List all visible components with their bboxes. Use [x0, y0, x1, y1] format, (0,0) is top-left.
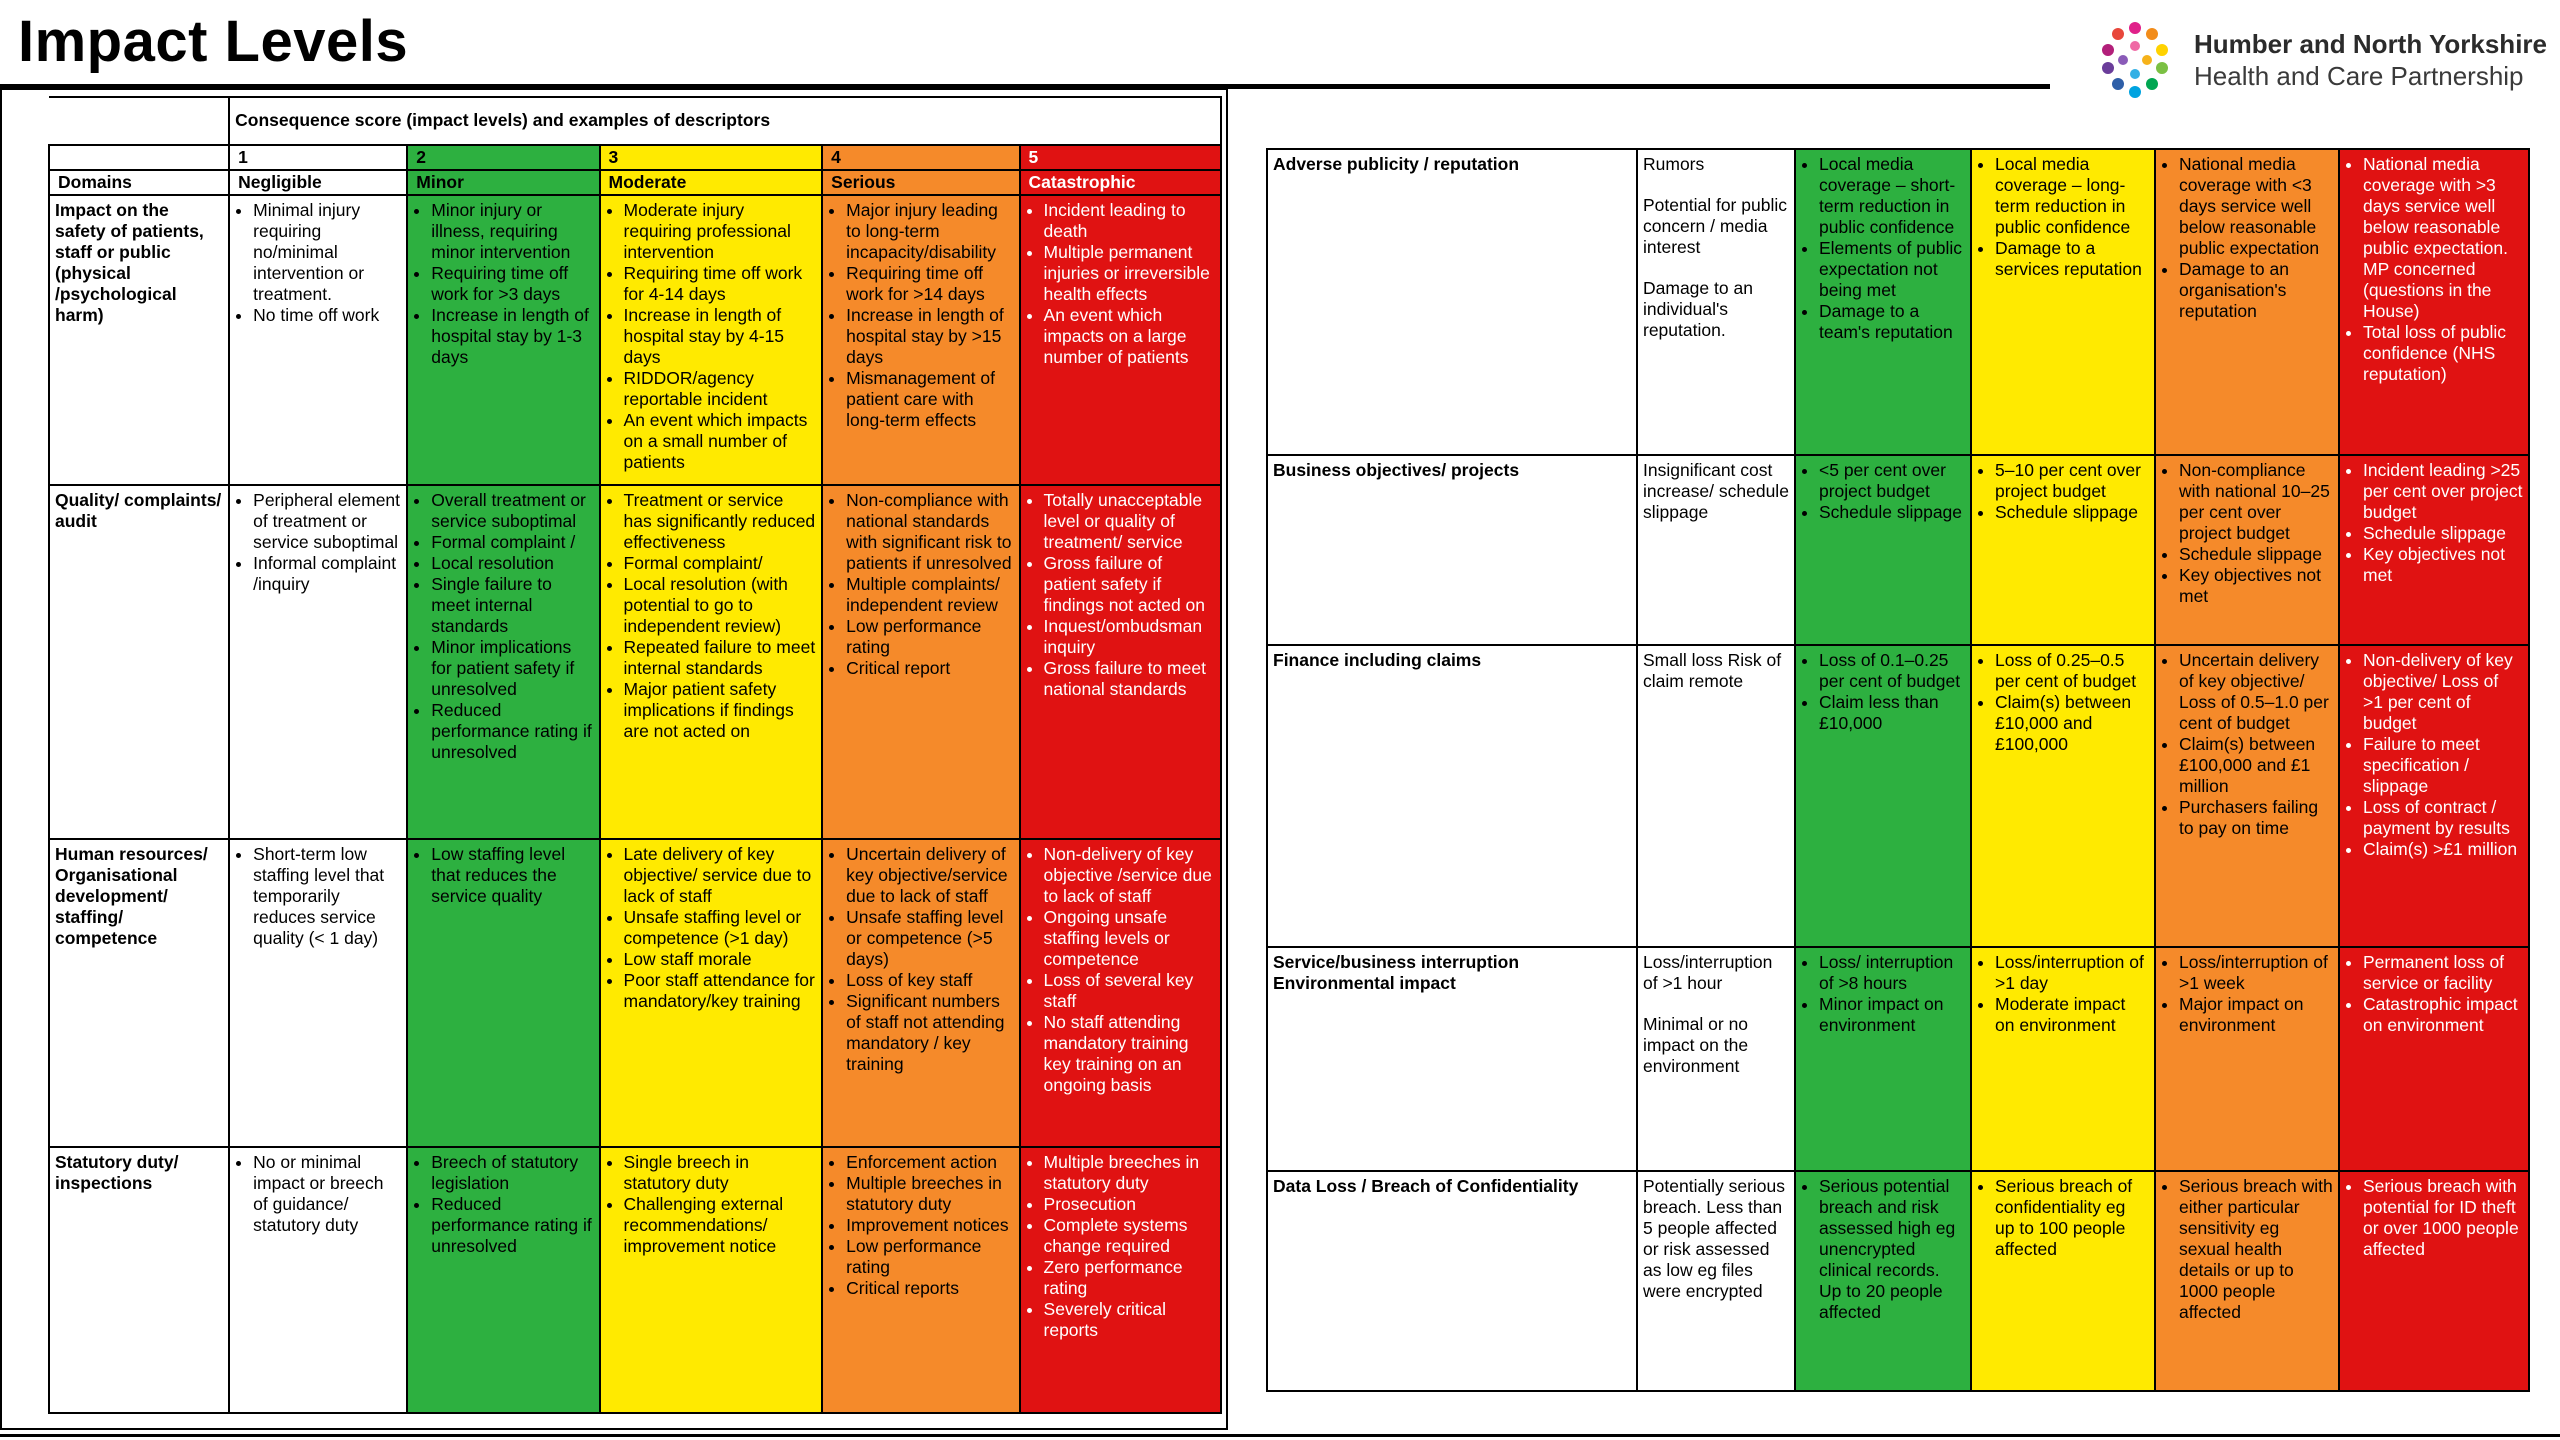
descriptor-cell	[1795, 149, 1971, 455]
descriptor-cell	[2155, 455, 2339, 645]
descriptor-item: • Non-compliance with national standards with significant risk to patients if unresolved	[846, 490, 1013, 574]
table-row	[49, 195, 1221, 485]
descriptor-item: • No time off work	[253, 305, 401, 326]
table-row	[1267, 947, 2529, 1171]
descriptor-item: • Critical report	[846, 658, 1013, 679]
descriptor-item: • Increase in length of hospital stay by 1-3 days	[431, 305, 593, 368]
domain-label: Data Loss / Breach of Confidentiality	[1267, 1171, 1637, 1391]
descriptor-cell	[2339, 1171, 2529, 1391]
descriptor-item: • Multiple complaints/ independent review	[846, 574, 1013, 616]
descriptor-cell	[1971, 645, 2155, 947]
descriptor-cell	[407, 1147, 599, 1413]
descriptor-cell	[2155, 1171, 2339, 1391]
descriptor-item: • Local resolution (with potential to go to independent review)	[624, 574, 817, 637]
descriptor-item: • Loss of 0.25–0.5 per cent of budget	[1995, 650, 2149, 692]
descriptor-cell	[407, 195, 599, 485]
descriptor-item: • Loss/interruption of >1 day	[1995, 952, 2149, 994]
descriptor-item: • Gross failure of patient safety if findings not acted on	[1044, 553, 1215, 616]
descriptor-cell	[822, 1147, 1019, 1413]
descriptor-cell	[2155, 645, 2339, 947]
descriptor-item: • Schedule slippage	[1819, 502, 1965, 523]
descriptor-item: • An event which impacts on a large number of patients	[1044, 305, 1215, 368]
descriptor-item: • Schedule slippage	[2179, 544, 2333, 565]
descriptor-item: • Non-delivery of key objective/ Loss of >1 per cent of budget	[2363, 650, 2523, 734]
level-number-1: 1	[229, 145, 407, 170]
descriptor-cell	[600, 195, 823, 485]
descriptor-item: • Critical reports	[846, 1278, 1013, 1299]
descriptor-item: • Claim(s) >£1 million	[2363, 839, 2523, 860]
descriptor-item: • Single breech in statutory duty	[624, 1152, 817, 1194]
descriptor-item: • Single failure to meet internal standards	[431, 574, 593, 637]
descriptor-item: • Loss of several key staff	[1044, 970, 1215, 1012]
descriptor-item: • Loss/ interruption of >8 hours	[1819, 952, 1965, 994]
descriptor-item: • Breech of statutory legislation	[431, 1152, 593, 1194]
descriptor-item: • Formal complaint /	[431, 532, 593, 553]
descriptor-cell	[2155, 149, 2339, 455]
descriptor-item: • An event which impacts on a small number of patients	[624, 410, 817, 473]
domain-label: Business objectives/ projects	[1267, 455, 1637, 645]
descriptor-cell	[1020, 485, 1221, 839]
descriptor-item: • Totally unacceptable level or quality of treatment/ service	[1044, 490, 1215, 553]
descriptor-item: • Damage to a team's reputation	[1819, 301, 1965, 343]
descriptor-item: • Minor injury or illness, requiring minor intervention	[431, 200, 593, 263]
level-number-2: 2	[407, 145, 599, 170]
descriptor-item: • Reduced performance rating if unresolved	[431, 700, 593, 763]
descriptor-item: • Low staff morale	[624, 949, 817, 970]
descriptor-item: • Low staffing level that reduces the service quality	[431, 844, 593, 907]
descriptor-item: Potentially serious breach. Less than 5 people affected or risk assessed as low eg files were encrypted	[1643, 1176, 1786, 1301]
descriptor-item: • Inquest/ombudsman inquiry	[1044, 616, 1215, 658]
descriptor-cell	[822, 839, 1019, 1147]
level-name-1: Negligible	[229, 170, 407, 195]
domain-label: Statutory duty/ inspections	[49, 1147, 229, 1413]
table-row	[1267, 149, 2529, 455]
descriptor-cell	[1637, 1171, 1795, 1391]
descriptor-item: • Requiring time off work for 4-14 days	[624, 263, 817, 305]
partnership-logo-icon	[2092, 18, 2178, 104]
descriptor-cell	[1971, 947, 2155, 1171]
descriptor-item: • Reduced performance rating if unresolved	[431, 1194, 593, 1257]
descriptor-cell	[229, 195, 407, 485]
descriptor-item: • Prosecution	[1044, 1194, 1215, 1215]
descriptor-cell	[822, 195, 1019, 485]
descriptor-cell	[229, 485, 407, 839]
descriptor-cell	[1020, 1147, 1221, 1413]
descriptor-item: • Damage to an organisation's reputation	[2179, 259, 2333, 322]
descriptor-cell	[1637, 149, 1795, 455]
descriptor-item: • Schedule slippage	[1995, 502, 2149, 523]
bottom-divider	[0, 1434, 2560, 1437]
descriptor-cell	[229, 1147, 407, 1413]
descriptor-item: • Incident leading >25 per cent over project budget	[2363, 460, 2523, 523]
descriptor-item: • Requiring time off work for >3 days	[431, 263, 593, 305]
level-name-2: Minor	[407, 170, 599, 195]
descriptor-item: • Local resolution	[431, 553, 593, 574]
descriptor-item: • Major patient safety implications if findings are not acted on	[624, 679, 817, 742]
descriptor-item: • Formal complaint/	[624, 553, 817, 574]
table-row	[49, 839, 1221, 1147]
descriptor-item: • Key objectives not met	[2179, 565, 2333, 607]
descriptor-item: • National media coverage with >3 days service well below reasonable public expectation. MP concerned (questions in the House)	[2363, 154, 2523, 322]
descriptor-item: • Total loss of public confidence (NHS reputation)	[2363, 322, 2523, 385]
descriptor-item: • RIDDOR/agency reportable incident	[624, 368, 817, 410]
descriptor-cell	[2155, 947, 2339, 1171]
table-row	[1267, 455, 2529, 645]
descriptor-cell	[1971, 149, 2155, 455]
descriptor-item: • Catastrophic impact on environment	[2363, 994, 2523, 1036]
descriptor-item: • Uncertain delivery of key objective/service due to lack of staff	[846, 844, 1013, 907]
descriptor-item: • Short-term low staffing level that temporarily reduces service quality (< 1 day)	[253, 844, 401, 949]
descriptor-item: • Serious potential breach and risk assessed high eg unencrypted clinical records. Up to 20 people affected	[1819, 1176, 1965, 1323]
descriptor-item: • Low performance rating	[846, 616, 1013, 658]
table-caption: Consequence score (impact levels) and examples of descriptors	[229, 97, 1221, 145]
descriptor-item: • Uncertain delivery of key objective/ Loss of 0.5–1.0 per cent of budget	[2179, 650, 2333, 734]
descriptor-item: • Loss of 0.1–0.25 per cent of budget	[1819, 650, 1965, 692]
descriptor-cell	[2339, 149, 2529, 455]
descriptor-cell	[600, 485, 823, 839]
impact-levels-table-right	[1266, 148, 2530, 1392]
level-number-5: 5	[1020, 145, 1221, 170]
descriptor-item: • Challenging external recommendations/ improvement notice	[624, 1194, 817, 1257]
descriptor-cell	[407, 839, 599, 1147]
descriptor-item: • Unsafe staffing level or competence (>1 day)	[624, 907, 817, 949]
descriptor-item: • Non-delivery of key objective /service due to lack of staff	[1044, 844, 1215, 907]
descriptor-cell	[822, 485, 1019, 839]
descriptor-item: • Serious breach of confidentiality eg up to 100 people affected	[1995, 1176, 2149, 1260]
descriptor-item: • Serious breach with either particular sensitivity eg sexual health details or up to 1000 people affected	[2179, 1176, 2333, 1323]
descriptor-cell	[1795, 645, 1971, 947]
descriptor-item: • Claim less than £10,000	[1819, 692, 1965, 734]
page-title: Impact Levels	[18, 9, 409, 74]
descriptor-item: • Minor impact on environment	[1819, 994, 1965, 1036]
descriptor-item: • Gross failure to meet national standards	[1044, 658, 1215, 700]
domain-label: Service/business interruption Environmental impact	[1267, 947, 1637, 1171]
descriptor-item: • Low performance rating	[846, 1236, 1013, 1278]
partnership-logo	[2092, 14, 2552, 108]
descriptor-item: • Damage to a services reputation	[1995, 238, 2149, 280]
descriptor-item: • <5 per cent over project budget	[1819, 460, 1965, 502]
descriptor-cell	[1020, 839, 1221, 1147]
descriptor-cell	[407, 485, 599, 839]
domain-label: Quality/ complaints/ audit	[49, 485, 229, 839]
descriptor-item: • Incident leading to death	[1044, 200, 1215, 242]
descriptor-item: • Informal complaint /inquiry	[253, 553, 401, 595]
descriptor-cell	[1795, 947, 1971, 1171]
descriptor-item: • Increase in length of hospital stay by >15 days	[846, 305, 1013, 368]
descriptor-item: • Severely critical reports	[1044, 1299, 1215, 1341]
level-number-4: 4	[822, 145, 1019, 170]
descriptor-item: • Multiple breeches in statutory duty	[1044, 1152, 1215, 1194]
descriptor-item: • National media coverage with <3 days service well below reasonable public expectation	[2179, 154, 2333, 259]
descriptor-item: Minimal or no impact on the environment	[1643, 1014, 1749, 1076]
descriptor-item: • Unsafe staffing level or competence (>5 days)	[846, 907, 1013, 970]
descriptor-cell	[1637, 455, 1795, 645]
descriptor-cell	[2339, 645, 2529, 947]
descriptor-item: • Improvement notices	[846, 1215, 1013, 1236]
descriptor-item: • Key objectives not met	[2363, 544, 2523, 586]
descriptor-item: • Elements of public expectation not being met	[1819, 238, 1965, 301]
descriptor-item: • Major impact on environment	[2179, 994, 2333, 1036]
table-row	[1267, 645, 2529, 947]
descriptor-cell	[1971, 1171, 2155, 1391]
descriptor-item: • No staff attending mandatory training key training on an ongoing basis	[1044, 1012, 1215, 1096]
descriptor-item: • Loss/interruption of >1 week	[2179, 952, 2333, 994]
descriptor-item: • Minimal injury requiring no/minimal intervention or treatment.	[253, 200, 401, 305]
descriptor-item: • Requiring time off work for >14 days	[846, 263, 1013, 305]
descriptor-item: • Late delivery of key objective/ service due to lack of staff	[624, 844, 817, 907]
table-row	[49, 1147, 1221, 1413]
descriptor-item: • Local media coverage – long-term reduction in public confidence	[1995, 154, 2149, 238]
level-name-5: Catastrophic	[1020, 170, 1221, 195]
descriptor-item: • Treatment or service has significantly reduced effectiveness	[624, 490, 817, 553]
descriptor-item: Rumors	[1643, 154, 1705, 174]
descriptor-item: • Schedule slippage	[2363, 523, 2523, 544]
descriptor-cell	[2339, 455, 2529, 645]
descriptor-item: • Minor implications for patient safety if unresolved	[431, 637, 593, 700]
descriptor-item: • Moderate impact on environment	[1995, 994, 2149, 1036]
descriptor-item: Damage to an individual's reputation.	[1643, 278, 1753, 340]
descriptor-item: • Loss of contract / payment by results	[2363, 797, 2523, 839]
descriptor-item: • Ongoing unsafe staffing levels or competence	[1044, 907, 1215, 970]
domains-header: Domains	[49, 170, 229, 195]
descriptor-cell	[1971, 455, 2155, 645]
descriptor-item: • Failure to meet specification / slippage	[2363, 734, 2523, 797]
descriptor-cell	[1020, 195, 1221, 485]
descriptor-item: • Permanent loss of service or facility	[2363, 952, 2523, 994]
descriptor-cell	[1795, 455, 1971, 645]
descriptor-item: • Major injury leading to long-term incapacity/disability	[846, 200, 1013, 263]
table-row	[49, 485, 1221, 839]
descriptor-cell	[600, 839, 823, 1147]
descriptor-item: • Overall treatment or service suboptimal	[431, 490, 593, 532]
domain-label: Adverse publicity / reputation	[1267, 149, 1637, 455]
logo-line-2: Health and Care Partnership	[2194, 61, 2524, 91]
descriptor-item: • Complete systems change required	[1044, 1215, 1215, 1257]
domain-label: Human resources/ Organisational development/ staffing/ competence	[49, 839, 229, 1147]
logo-line-1: Humber and North Yorkshire	[2194, 29, 2547, 59]
domain-label: Finance including claims	[1267, 645, 1637, 947]
descriptor-item: • Purchasers failing to pay on time	[2179, 797, 2333, 839]
descriptor-item: • Enforcement action	[846, 1152, 1013, 1173]
impact-levels-table-left	[48, 96, 1222, 1414]
descriptor-item: • Peripheral element of treatment or service suboptimal	[253, 490, 401, 553]
descriptor-cell	[2339, 947, 2529, 1171]
level-name-3: Moderate	[600, 170, 823, 195]
descriptor-cell	[229, 839, 407, 1147]
descriptor-cell	[1637, 947, 1795, 1171]
descriptor-item: • Significant numbers of staff not attending mandatory / key training	[846, 991, 1013, 1075]
descriptor-cell	[1795, 1171, 1971, 1391]
level-name-4: Serious	[822, 170, 1019, 195]
descriptor-item: • No or minimal impact or breech of guidance/ statutory duty	[253, 1152, 401, 1236]
blank-corner-cell	[49, 97, 229, 145]
descriptor-item: Loss/interruption of >1 hour	[1643, 952, 1773, 993]
table-row	[1267, 1171, 2529, 1391]
descriptor-item: • Multiple permanent injuries or irreversible health effects	[1044, 242, 1215, 305]
descriptor-item: • Serious breach with potential for ID theft or over 1000 people affected	[2363, 1176, 2523, 1260]
descriptor-item: • Multiple breeches in statutory duty	[846, 1173, 1013, 1215]
descriptor-item: Potential for public concern / media interest	[1643, 195, 1787, 257]
descriptor-item: • Poor staff attendance for mandatory/key training	[624, 970, 817, 1012]
level-number-3: 3	[600, 145, 823, 170]
descriptor-item: • Repeated failure to meet internal standards	[624, 637, 817, 679]
descriptor-item: • Loss of key staff	[846, 970, 1013, 991]
descriptor-item: Insignificant cost increase/ schedule slippage	[1643, 460, 1789, 522]
descriptor-cell	[600, 1147, 823, 1413]
blank-cell	[49, 145, 229, 170]
domain-label: Impact on the safety of patients, staff or public (physical /psychological harm)	[49, 195, 229, 485]
descriptor-item: • Mismanagement of patient care with long-term effects	[846, 368, 1013, 431]
descriptor-item: • Zero performance rating	[1044, 1257, 1215, 1299]
descriptor-item: Small loss Risk of claim remote	[1643, 650, 1782, 691]
descriptor-item: • Moderate injury requiring professional intervention	[624, 200, 817, 263]
descriptor-item: • Increase in length of hospital stay by 4-15 days	[624, 305, 817, 368]
descriptor-item: • Claim(s) between £10,000 and £100,000	[1995, 692, 2149, 755]
descriptor-item: • 5–10 per cent over project budget	[1995, 460, 2149, 502]
descriptor-item: • Claim(s) between £100,000 and £1 million	[2179, 734, 2333, 797]
descriptor-cell	[1637, 645, 1795, 947]
descriptor-item: • Local media coverage – short-term reduction in public confidence	[1819, 154, 1965, 238]
descriptor-item: • Non-compliance with national 10–25 per cent over project budget	[2179, 460, 2333, 544]
